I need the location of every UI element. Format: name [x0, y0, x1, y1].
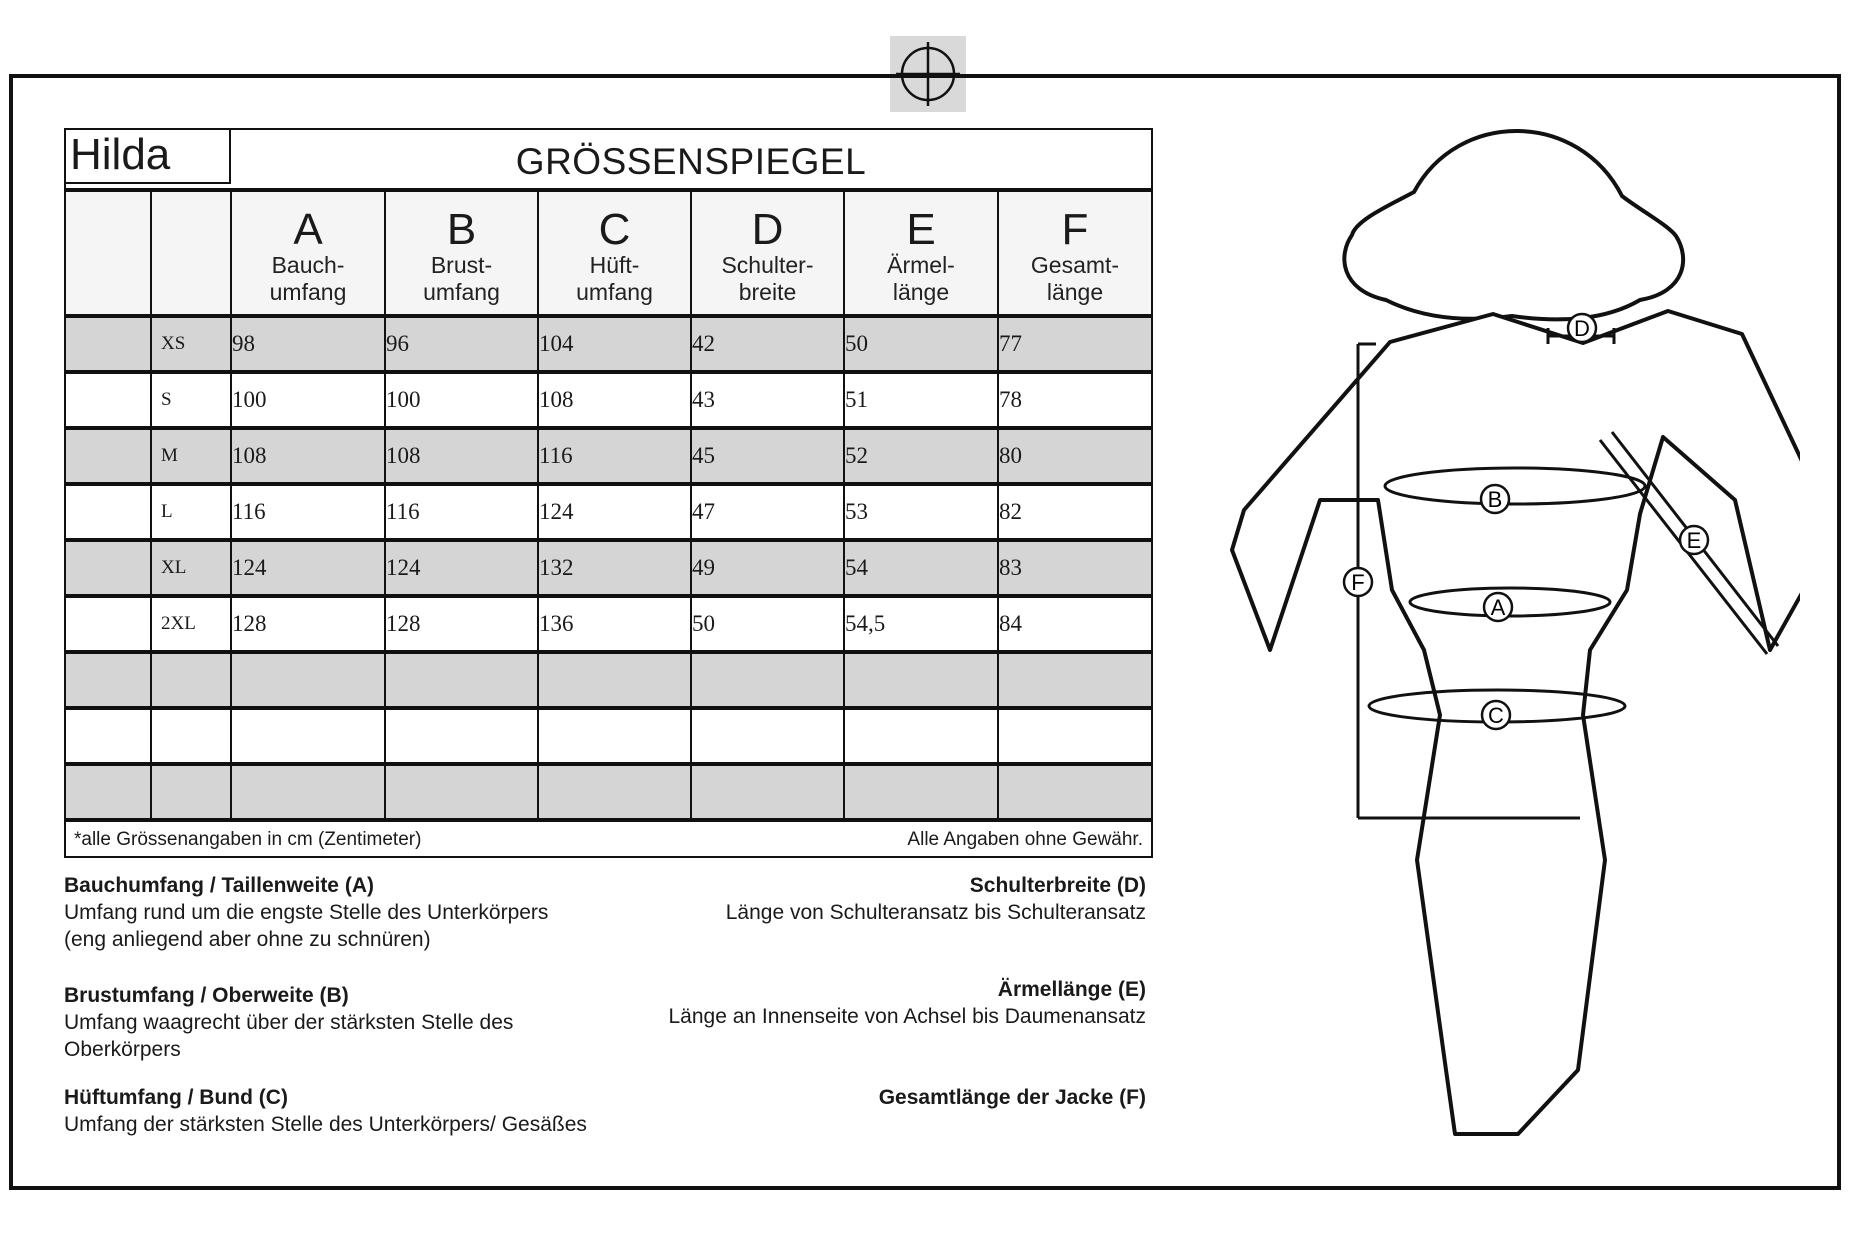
- size-grid: [66, 192, 1151, 822]
- measurement-cell: [844, 708, 998, 764]
- column-header-b: [385, 192, 538, 316]
- size-cell: XL: [151, 540, 231, 596]
- size-cell: M: [151, 428, 231, 484]
- column-label: Schulter-: [721, 252, 814, 278]
- marker-label: E: [1686, 528, 1702, 553]
- measurement-cell: 124: [385, 540, 538, 596]
- column-label: umfang: [269, 279, 347, 305]
- column-label: Gesamt-: [1030, 252, 1120, 278]
- measurement-cell: [998, 764, 1151, 820]
- row-blank-cell: [66, 708, 151, 764]
- measurement-cell: 108: [231, 428, 385, 484]
- marker-f: [1344, 568, 1372, 596]
- measurement-cell: 84: [998, 596, 1151, 652]
- table-row: [66, 652, 1151, 708]
- marker-label: B: [1487, 487, 1503, 512]
- marker-label: D: [1574, 316, 1590, 341]
- empty-header-cell: [66, 192, 151, 316]
- legend-desc: Umfang waagrecht über der stärksten Stelle des: [64, 1011, 514, 1034]
- column-header-e: [844, 192, 998, 316]
- measurement-cell: [538, 708, 691, 764]
- column-header-row: [66, 192, 1151, 316]
- measurement-cell: 54,5: [844, 596, 998, 652]
- marker-a: [1484, 593, 1512, 621]
- legend-schulterbreite: [726, 872, 1146, 926]
- measurement-cell: 116: [231, 484, 385, 540]
- table-title: GRÖSSENSPIEGEL: [515, 141, 867, 182]
- legend-title: Ärmellänge (E): [997, 978, 1146, 1001]
- measurement-cell: 42: [691, 316, 844, 372]
- measurement-cell: 136: [538, 596, 691, 652]
- measurement-cell: 49: [691, 540, 844, 596]
- marker-label: A: [1490, 595, 1506, 620]
- marker-d: [1568, 314, 1596, 342]
- column-label: länge: [892, 279, 950, 305]
- legend-desc: Oberkörpers: [64, 1038, 181, 1061]
- empty-header-cell: [151, 192, 231, 316]
- legend-gesamtlaenge: [879, 1084, 1146, 1111]
- table-row: [66, 484, 1151, 540]
- legend-desc: Umfang der stärksten Stelle des Unterkörpers/ Gesäßes: [64, 1113, 587, 1136]
- column-label: Bauch-: [271, 252, 345, 278]
- row-blank-cell: [66, 764, 151, 820]
- measurement-cell: 124: [538, 484, 691, 540]
- measurement-cell: 116: [538, 428, 691, 484]
- measurement-cell: [998, 652, 1151, 708]
- column-label: breite: [738, 279, 797, 305]
- column-letter: D: [751, 205, 784, 254]
- measurement-cell: 80: [998, 428, 1151, 484]
- measurement-cell: [538, 652, 691, 708]
- measurement-cell: [691, 764, 844, 820]
- table-row: [66, 764, 1151, 820]
- size-cell: L: [151, 484, 231, 540]
- footnote-disclaimer: Alle Angaben ohne Gewähr.: [907, 829, 1143, 850]
- column-letter: C: [598, 205, 631, 254]
- measurement-cell: [691, 708, 844, 764]
- column-label: umfang: [423, 279, 500, 305]
- measurement-cell: [385, 708, 538, 764]
- measurement-cell: [538, 764, 691, 820]
- legend-title: Brustumfang / Oberweite (B): [64, 984, 349, 1007]
- measurement-cell: 50: [844, 316, 998, 372]
- legend-desc: Länge an Innenseite von Achsel bis Daumenansatz: [668, 1005, 1146, 1028]
- column-label: Hüft-: [589, 252, 640, 278]
- measurement-cell: 108: [538, 372, 691, 428]
- measurement-cell: 100: [385, 372, 538, 428]
- legend-brustumfang: [64, 982, 513, 1063]
- table-row: [66, 596, 1151, 652]
- measurement-cell: [231, 708, 385, 764]
- model-name: Hilda: [66, 130, 231, 184]
- measurement-cell: 82: [998, 484, 1151, 540]
- legend-hueftumfang: [64, 1084, 587, 1138]
- measurement-cell: [844, 652, 998, 708]
- table-row: [66, 316, 1151, 372]
- measurement-cell: 50: [691, 596, 844, 652]
- column-letter: E: [906, 205, 936, 254]
- measurement-cell: 83: [998, 540, 1151, 596]
- measurement-cell: 51: [844, 372, 998, 428]
- measurement-cell: 45: [691, 428, 844, 484]
- legend-title: Gesamtlänge der Jacke (F): [878, 1086, 1146, 1109]
- size-cell: XS: [151, 316, 231, 372]
- measurement-cell: [231, 764, 385, 820]
- marker-e: [1680, 526, 1708, 554]
- row-blank-cell: [66, 540, 151, 596]
- measurement-cell: 100: [231, 372, 385, 428]
- row-blank-cell: [66, 596, 151, 652]
- row-blank-cell: [66, 428, 151, 484]
- column-header-a: [231, 192, 385, 316]
- table-row: [66, 708, 1151, 764]
- measurement-cell: [231, 652, 385, 708]
- row-blank-cell: [66, 316, 151, 372]
- legend-desc: Länge von Schulteransatz bis Schulteransatz: [725, 901, 1146, 924]
- body-measurement-figure: [1200, 120, 1800, 1140]
- measurement-cell: 98: [231, 316, 385, 372]
- measurement-cell: 77: [998, 316, 1151, 372]
- legend-bauchumfang: [64, 872, 548, 953]
- measurement-cell: 78: [998, 372, 1151, 428]
- column-letter: F: [1061, 205, 1089, 254]
- marker-label: F: [1351, 570, 1365, 595]
- measurement-cell: 43: [691, 372, 844, 428]
- legend-title: Schulterbreite (D): [969, 874, 1146, 897]
- legend-title: Bauchumfang / Taillenweite (A): [64, 874, 374, 897]
- row-blank-cell: [66, 652, 151, 708]
- table-footnote-row: [66, 822, 1151, 856]
- table-row: [66, 540, 1151, 596]
- size-cell: [151, 708, 231, 764]
- column-label: Brust-: [430, 252, 493, 278]
- measurement-cell: 132: [538, 540, 691, 596]
- size-table: [64, 128, 1153, 858]
- measurement-cell: 47: [691, 484, 844, 540]
- table-row: [66, 372, 1151, 428]
- legend-aermellaenge: [669, 976, 1147, 1030]
- table-title-row: [66, 130, 1151, 192]
- measurement-cell: 53: [844, 484, 998, 540]
- column-header-c: [538, 192, 691, 316]
- column-label: länge: [1046, 279, 1104, 305]
- column-header-f: [998, 192, 1151, 316]
- measurement-cell: 96: [385, 316, 538, 372]
- column-header-d: [691, 192, 844, 316]
- legend-desc: Umfang rund um die engste Stelle des Unterkörpers: [64, 901, 549, 924]
- table-row: [66, 428, 1151, 484]
- row-blank-cell: [66, 484, 151, 540]
- row-blank-cell: [66, 372, 151, 428]
- measurement-cell: [844, 764, 998, 820]
- measurement-cell: 104: [538, 316, 691, 372]
- measurement-cell: [998, 708, 1151, 764]
- marker-label: C: [1488, 703, 1504, 728]
- column-letter: B: [446, 205, 477, 254]
- legend-desc: (eng anliegend aber ohne zu schnüren): [64, 928, 431, 951]
- column-label: umfang: [576, 279, 653, 305]
- measurement-cell: 128: [385, 596, 538, 652]
- size-cell: [151, 652, 231, 708]
- measurement-cell: [385, 652, 538, 708]
- measurement-cell: 108: [385, 428, 538, 484]
- marker-b: [1481, 485, 1509, 513]
- column-label: Ärmel-: [887, 252, 955, 278]
- measurement-cell: 128: [231, 596, 385, 652]
- column-letter: A: [293, 205, 323, 254]
- measurement-cell: 54: [844, 540, 998, 596]
- measurement-cell: 124: [231, 540, 385, 596]
- measurement-cell: 116: [385, 484, 538, 540]
- measurement-cell: [385, 764, 538, 820]
- marker-c: [1482, 701, 1510, 729]
- size-cell: 2XL: [151, 596, 231, 652]
- measurement-cell: 52: [844, 428, 998, 484]
- measurement-cell: [691, 652, 844, 708]
- legend-title: Hüftumfang / Bund (C): [64, 1086, 288, 1109]
- footnote-units: *alle Grössenangaben in cm (Zentimeter): [74, 829, 422, 850]
- size-cell: [151, 764, 231, 820]
- size-cell: S: [151, 372, 231, 428]
